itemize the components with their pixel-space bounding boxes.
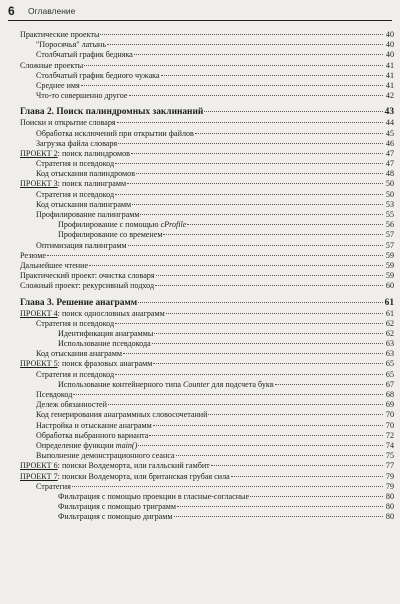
entry-text: Загрузка файла словаря bbox=[36, 138, 118, 148]
dot-leader bbox=[84, 65, 383, 66]
dot-leader bbox=[176, 455, 383, 456]
toc-entry-title bbox=[36, 169, 135, 179]
toc-entry-title bbox=[36, 319, 114, 329]
toc-entry-title bbox=[36, 410, 207, 420]
toc-entry bbox=[20, 251, 394, 261]
entry-text: поиск однословных анаграмм bbox=[61, 308, 165, 318]
dot-leader bbox=[138, 445, 383, 446]
page-ref: 43 bbox=[384, 107, 394, 118]
dot-leader bbox=[149, 435, 383, 436]
toc-entry-title bbox=[58, 230, 162, 240]
page-ref: 56 bbox=[385, 220, 394, 230]
entry-text: Фильтрация с помощью триграмм bbox=[58, 502, 177, 512]
entry-text: Настройка и отыскание анаграмм bbox=[36, 420, 152, 430]
toc-entry bbox=[20, 370, 394, 380]
toc-entry bbox=[20, 329, 394, 339]
header-rule bbox=[8, 20, 392, 21]
page-ref: 77 bbox=[385, 461, 394, 471]
entry-text: Определение функции bbox=[36, 440, 114, 450]
entry-text: Дальнейшее чтение bbox=[20, 260, 89, 270]
toc-entry bbox=[20, 220, 394, 230]
toc-entry-title bbox=[20, 297, 137, 309]
entry-text: Оптимизация палинграмм bbox=[36, 240, 127, 250]
page-ref: 63 bbox=[385, 349, 394, 359]
dot-leader bbox=[163, 234, 383, 235]
toc-entry-title bbox=[36, 159, 114, 169]
entry-text: Столбчатый график бедного чужака bbox=[36, 70, 160, 80]
toc-entry bbox=[20, 210, 394, 220]
page-ref: 41 bbox=[385, 60, 394, 70]
toc-entry-title: ПРОЕКТ 5: поиск фразовых анаграмм bbox=[20, 359, 153, 369]
dot-leader bbox=[108, 404, 383, 405]
dot-leader bbox=[156, 275, 383, 276]
toc-entry-title bbox=[36, 451, 175, 461]
page-ref: 50 bbox=[385, 189, 394, 199]
toc-project-entry bbox=[20, 472, 394, 482]
entry-text: Среднее имя bbox=[36, 80, 80, 90]
project-label: ПРОЕКТ 7 bbox=[20, 471, 58, 481]
dot-leader bbox=[204, 111, 383, 112]
page-ref: 48 bbox=[385, 169, 394, 179]
page-header bbox=[8, 2, 390, 20]
entry-text: Что-то совершенно другое bbox=[36, 91, 128, 101]
page-ref: 40 bbox=[385, 40, 394, 50]
page-ref: 40 bbox=[385, 30, 394, 39]
toc-entry bbox=[20, 271, 394, 281]
toc-entry bbox=[20, 390, 394, 400]
page-ref: 50 bbox=[385, 179, 394, 189]
page-ref: 53 bbox=[385, 199, 394, 209]
page-ref: 42 bbox=[385, 91, 394, 101]
toc-entry bbox=[20, 421, 394, 431]
toc-entry bbox=[20, 40, 394, 50]
toc-entry bbox=[20, 241, 394, 251]
entry-text: Стратегия и псевдокод bbox=[36, 189, 115, 199]
toc-entry-title bbox=[36, 400, 107, 410]
toc-entry-title bbox=[36, 129, 194, 139]
toc-entry bbox=[20, 380, 394, 390]
dot-leader bbox=[187, 224, 383, 225]
entry-code-term: main() bbox=[115, 440, 138, 450]
toc-entry-title bbox=[20, 271, 155, 281]
running-head-title: Оглавление bbox=[28, 6, 76, 16]
dot-leader bbox=[152, 343, 383, 344]
entry-text: Стратегия и псевдокод bbox=[36, 159, 115, 169]
dot-leader bbox=[72, 486, 383, 487]
toc-entry-title bbox=[20, 118, 116, 128]
page-ref: 62 bbox=[385, 328, 394, 338]
toc-entry-title bbox=[36, 190, 114, 200]
dot-leader bbox=[127, 183, 383, 184]
dot-leader bbox=[123, 353, 383, 354]
dot-leader bbox=[195, 133, 383, 134]
entry-text: поиск палиндромов bbox=[61, 148, 130, 158]
page-ref: 61 bbox=[385, 308, 394, 318]
toc-entry-title: ПРОЕКТ 4: поиск однословных анаграмм bbox=[20, 308, 165, 318]
page-ref: 69 bbox=[385, 400, 394, 410]
toc-entry-title: ПРОЕКТ 2: поиск палиндромов bbox=[20, 148, 130, 158]
toc-project-entry bbox=[20, 149, 394, 159]
entry-text: Резюме bbox=[20, 250, 46, 260]
toc-entry bbox=[20, 410, 394, 420]
dot-leader bbox=[115, 163, 383, 164]
toc-entry bbox=[20, 281, 394, 291]
dot-leader bbox=[131, 153, 383, 154]
entry-text: поиск палинграмм bbox=[61, 179, 127, 189]
entry-text: Профилирование палинграмм bbox=[36, 210, 140, 219]
page-ref: 59 bbox=[385, 260, 394, 270]
toc-entry bbox=[20, 441, 394, 451]
toc-entry-title bbox=[36, 370, 114, 380]
entry-text: Обработка исключений при открытии файлов bbox=[36, 128, 194, 138]
toc-entry-title bbox=[20, 30, 99, 40]
toc-entry-title bbox=[58, 380, 274, 390]
toc-entry-title bbox=[58, 502, 176, 512]
entry-text: поиски Волдеморта, или галльский гамбит bbox=[61, 461, 210, 471]
entry-text: Стратегия и псевдокод bbox=[36, 369, 115, 379]
page-ref: 63 bbox=[385, 339, 394, 349]
page-ref: 67 bbox=[385, 379, 394, 389]
dot-leader bbox=[107, 44, 383, 45]
page-ref: 55 bbox=[385, 210, 394, 219]
entry-text: Код отыскания анаграмм bbox=[36, 349, 122, 359]
toc-entry bbox=[20, 61, 394, 71]
toc-entry bbox=[20, 319, 394, 329]
entry-text: Практические проекты bbox=[20, 30, 100, 39]
entry-text: "Поросячья" латынь bbox=[36, 40, 107, 50]
dot-leader bbox=[134, 54, 383, 55]
entry-text: Столбчатый график бедняка bbox=[36, 50, 133, 60]
dot-leader bbox=[89, 265, 383, 266]
toc-entry-title bbox=[36, 71, 160, 81]
entry-text: Выполнение демонстрационного сеанса bbox=[36, 451, 175, 461]
entry-text: Поиски и открытие словаря bbox=[20, 118, 116, 128]
entry-text: Фильтрация с помощью диграмм bbox=[58, 512, 173, 522]
page-ref: 70 bbox=[385, 420, 394, 430]
toc-entry bbox=[20, 230, 394, 240]
toc-project-entry bbox=[20, 179, 394, 189]
dot-leader bbox=[117, 122, 383, 123]
entry-text: Использование контейнерного типа bbox=[58, 379, 181, 389]
dot-leader bbox=[275, 384, 383, 385]
page-ref: 41 bbox=[385, 70, 394, 80]
project-label: ПРОЕКТ 2 bbox=[20, 148, 58, 158]
entry-text: Фильтрация с помощью проекции в гласные-согласные bbox=[58, 491, 250, 501]
dot-leader bbox=[129, 95, 383, 96]
toc-entry bbox=[20, 169, 394, 179]
dot-leader bbox=[47, 255, 383, 256]
toc-entry-title bbox=[36, 421, 152, 431]
page-number: 6 bbox=[8, 4, 15, 18]
toc-entry-title bbox=[58, 220, 186, 230]
toc-entry bbox=[20, 261, 394, 271]
dot-leader bbox=[154, 333, 383, 334]
page-ref: 79 bbox=[385, 471, 394, 481]
dot-leader bbox=[118, 143, 383, 144]
toc-entry-title: ПРОЕКТ 3: поиск палинграмм bbox=[20, 179, 127, 189]
toc-entry bbox=[20, 81, 394, 91]
dot-leader bbox=[153, 425, 383, 426]
toc-entry-title bbox=[36, 482, 71, 492]
page-ref: 44 bbox=[385, 118, 394, 128]
page-ref: 62 bbox=[385, 318, 394, 328]
entry-text: Сложный проект: рекурсивный подход bbox=[20, 281, 155, 291]
toc-entry bbox=[20, 190, 394, 200]
dot-leader bbox=[136, 173, 383, 174]
toc-entry-title bbox=[58, 512, 173, 522]
entry-code-term: Counter bbox=[182, 379, 210, 389]
dot-leader bbox=[231, 476, 383, 477]
entry-text: Глава 3. Решение анаграмм bbox=[20, 297, 138, 308]
toc-entry bbox=[20, 200, 394, 210]
toc-project-entry bbox=[20, 359, 394, 369]
toc-entry-title bbox=[36, 40, 106, 50]
dot-leader bbox=[132, 204, 383, 205]
page-ref: 59 bbox=[385, 250, 394, 260]
dot-leader bbox=[115, 374, 383, 375]
dot-leader bbox=[138, 302, 383, 303]
entry-text: Стратегия и псевдокод bbox=[36, 318, 115, 328]
dot-leader bbox=[73, 394, 383, 395]
page-ref: 68 bbox=[385, 390, 394, 399]
entry-text: Глава 2. Поиск палиндромных заклинаний bbox=[20, 107, 204, 118]
project-label: ПРОЕКТ 4 bbox=[20, 308, 58, 318]
toc-entry-title bbox=[58, 339, 151, 349]
toc-entry-title: ПРОЕКТ 7: поиски Волдеморта, или британская грубая сила bbox=[20, 471, 230, 481]
entry-text: Стратегия bbox=[36, 481, 71, 491]
toc-entry-title bbox=[36, 349, 122, 359]
toc-entry-title bbox=[36, 431, 148, 441]
toc-entry-title bbox=[36, 50, 133, 60]
dot-leader bbox=[166, 313, 383, 314]
entry-text: Псевдокод bbox=[36, 390, 73, 399]
dot-leader bbox=[177, 506, 383, 507]
dot-leader bbox=[161, 75, 383, 76]
page-ref: 80 bbox=[385, 502, 394, 512]
toc-entry-title bbox=[36, 91, 128, 101]
entry-text: Код отыскания палиндромов bbox=[36, 169, 136, 179]
toc-entry bbox=[20, 118, 394, 128]
toc-entry bbox=[20, 482, 394, 492]
toc-entry-title bbox=[20, 61, 83, 71]
toc-entry-title bbox=[36, 81, 80, 91]
page-ref: 45 bbox=[385, 128, 394, 138]
toc-entry bbox=[20, 512, 394, 522]
toc-entry bbox=[20, 400, 394, 410]
entry-text: Сложные проекты bbox=[20, 60, 84, 70]
toc-entry-title bbox=[36, 200, 131, 210]
toc-entry-title bbox=[36, 210, 139, 220]
toc-entry bbox=[20, 502, 394, 512]
entry-text: Код генерирования анаграммных словосочетаний bbox=[36, 410, 208, 420]
entry-text: Использование псевдокода bbox=[58, 339, 151, 349]
page-ref: 47 bbox=[385, 148, 394, 158]
toc-entry bbox=[20, 71, 394, 81]
page-ref: 65 bbox=[385, 359, 394, 369]
toc-entry bbox=[20, 30, 394, 40]
dot-leader bbox=[81, 85, 383, 86]
entry-text: Идентификация анаграммы bbox=[58, 328, 154, 338]
toc-entry-title bbox=[36, 390, 72, 400]
toc-entry-title: ПРОЕКТ 6: поиски Волдеморта, или галльский гамбит bbox=[20, 461, 210, 471]
toc-project-entry bbox=[20, 461, 394, 471]
page-ref: 80 bbox=[385, 491, 394, 501]
page-ref: 70 bbox=[385, 410, 394, 420]
toc-entry bbox=[20, 431, 394, 441]
page-ref: 60 bbox=[385, 281, 394, 291]
entry-text: поиски Волдеморта, или британская грубая сила bbox=[61, 471, 230, 481]
project-label: ПРОЕКТ 6 bbox=[20, 461, 58, 471]
toc-entry bbox=[20, 159, 394, 169]
toc-entry-title bbox=[58, 492, 249, 502]
entry-text-tail: для подсчета букв bbox=[211, 379, 274, 389]
page-ref: 46 bbox=[385, 138, 394, 148]
toc-entry-title bbox=[36, 139, 117, 149]
dot-leader bbox=[100, 34, 383, 35]
entry-text: Практический проект: очистка словаря bbox=[20, 271, 155, 281]
toc-entry bbox=[20, 492, 394, 502]
page-ref: 79 bbox=[385, 481, 394, 491]
toc-chapter bbox=[20, 297, 394, 309]
page-ref: 65 bbox=[385, 369, 394, 379]
dot-leader bbox=[153, 363, 383, 364]
toc-entry-title bbox=[36, 241, 127, 251]
toc-entry bbox=[20, 50, 394, 60]
project-label: ПРОЕКТ 5 bbox=[20, 359, 58, 369]
entry-code-term: cProfile bbox=[160, 220, 187, 230]
page-ref: 41 bbox=[385, 80, 394, 90]
entry-text: Код отыскания палинграмм bbox=[36, 199, 132, 209]
toc-entry-title bbox=[20, 281, 154, 291]
dot-leader bbox=[211, 465, 383, 466]
page-ref: 75 bbox=[385, 451, 394, 461]
dot-leader bbox=[140, 214, 383, 215]
page-ref: 72 bbox=[385, 430, 394, 440]
page-ref: 47 bbox=[385, 159, 394, 169]
toc-entry-title bbox=[20, 261, 88, 271]
toc-entry bbox=[20, 339, 394, 349]
dot-leader bbox=[174, 516, 384, 517]
project-label: ПРОЕКТ 3 bbox=[20, 179, 58, 189]
toc-entry bbox=[20, 139, 394, 149]
dot-leader bbox=[115, 194, 383, 195]
toc-entry bbox=[20, 349, 394, 359]
entry-text: Профилирование с помощью bbox=[58, 220, 159, 230]
entry-text: Дележ обязанностей bbox=[36, 400, 107, 410]
entry-text: поиск фразовых анаграмм bbox=[61, 359, 153, 369]
dot-leader bbox=[155, 285, 383, 286]
table-of-contents bbox=[20, 30, 394, 522]
toc-chapter bbox=[20, 106, 394, 118]
toc-entry bbox=[20, 91, 394, 101]
toc-entry-title bbox=[20, 251, 46, 261]
page-ref: 57 bbox=[385, 230, 394, 240]
toc-entry bbox=[20, 451, 394, 461]
dot-leader bbox=[128, 245, 383, 246]
dot-leader bbox=[115, 323, 383, 324]
page-ref: 74 bbox=[385, 440, 394, 450]
entry-text: Обработка выбранного варианта bbox=[36, 430, 149, 440]
page-ref: 80 bbox=[385, 512, 394, 522]
toc-entry-title bbox=[20, 106, 203, 118]
page-ref: 40 bbox=[385, 50, 394, 60]
page-ref: 59 bbox=[385, 271, 394, 281]
page-ref: 61 bbox=[384, 297, 394, 308]
toc-project-entry bbox=[20, 309, 394, 319]
dot-leader bbox=[250, 496, 383, 497]
page-ref: 57 bbox=[385, 240, 394, 250]
dot-leader bbox=[208, 414, 383, 415]
toc-entry-title bbox=[36, 441, 137, 451]
toc-entry-title bbox=[58, 329, 153, 339]
toc-entry bbox=[20, 129, 394, 139]
entry-text: Профилирование со временем bbox=[58, 230, 163, 240]
